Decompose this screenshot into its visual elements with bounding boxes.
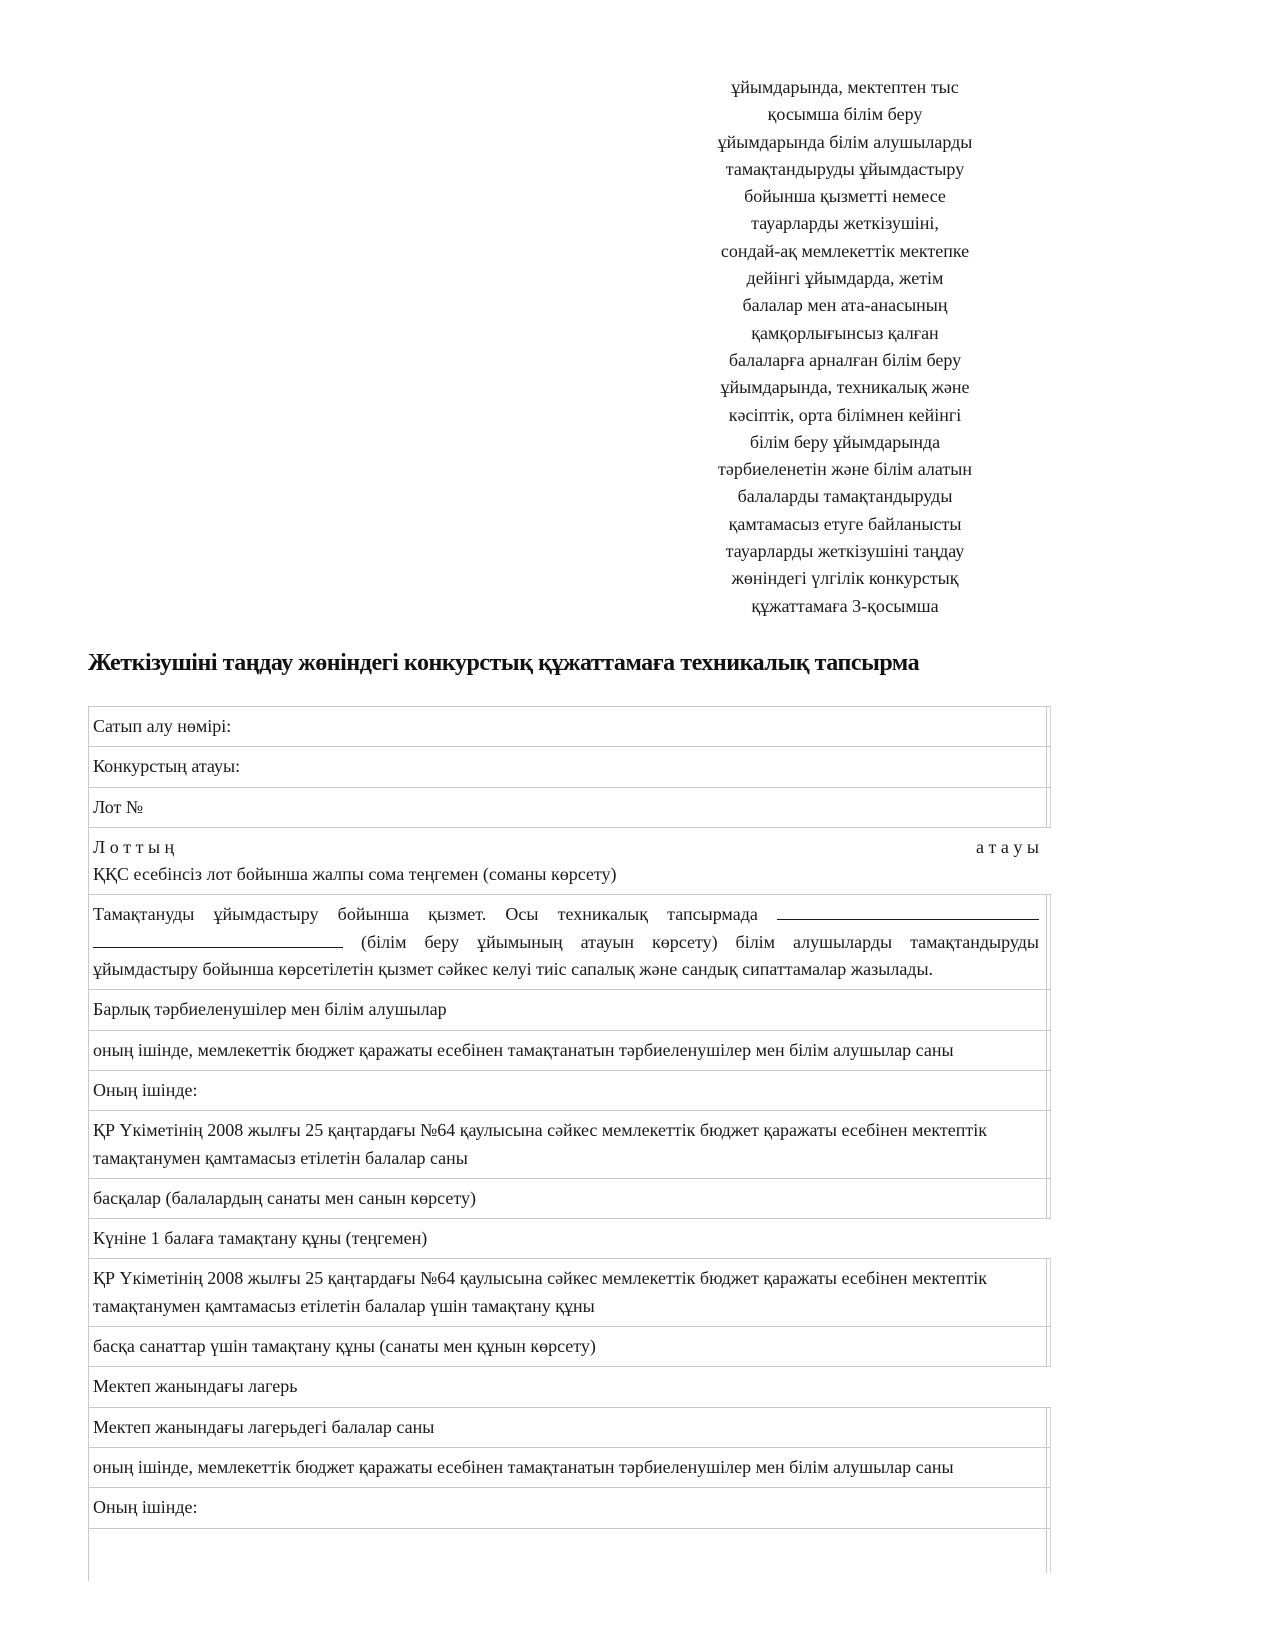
service-intro-text: Тамақтануды ұйымдастыру бойынша қызмет. Осы техникалық тапсырмада: [93, 904, 758, 925]
lot-sum-label: ҚҚС есебінсіз лот бойынша жалпы сома теңгемен (соманы көрсету): [93, 864, 617, 885]
other-categories-cost-label: басқа санаттар үшін тамақтану құны (санаты мен құнын көрсету): [93, 1336, 596, 1357]
lot-name-word: а т а у ы: [976, 836, 1039, 857]
table-row: [89, 828, 1051, 896]
table-row: [89, 788, 1051, 828]
fill-in-blank: [777, 901, 1039, 920]
annex-line: құжаттамаға 3-қосымша: [751, 595, 939, 616]
camp-including-label: Оның ішінде:: [93, 1497, 198, 1518]
table-row: [89, 1408, 1051, 1448]
table-row: [89, 1259, 1051, 1327]
table-row-empty: [89, 1529, 1051, 1573]
contest-name-label: Конкурстың атауы:: [93, 756, 241, 777]
annex-line: кәсіптік, орта білімнен кейінгі: [728, 404, 962, 425]
lot-name-word: Л о т т ы ң: [93, 836, 175, 857]
annex-line: сондай-ақ мемлекеттік мектепке: [720, 240, 970, 261]
service-rest-text: (білім беру ұйымының атауын көрсету) білім алушыларды тамақтандыруды ұйымдастыру бойынша көрсетілетін қызмет сәйкес келуі тиіс сапалық және сандық сипаттамалар жазылады.: [93, 931, 1039, 980]
table-row: [89, 1488, 1051, 1528]
all-students-label: Барлық тәрбиеленушілер мен білім алушылар: [93, 999, 447, 1020]
annex-line: ұйымдарында білім алушыларды: [717, 131, 973, 152]
annex-line: балалар мен ата-анасының: [742, 295, 948, 316]
table-row: [89, 707, 1051, 747]
decree-children-label: ҚР Үкіметінің 2008 жылғы 25 қаңтардағы №64 қаулысына сәйкес мемлекеттік бюджет қаражаты есебінен мектептік тамақтанумен қамтамасыз етілетін балалар саны: [93, 1120, 988, 1168]
table-row: [89, 1448, 1051, 1488]
camp-budget-students-label: оның ішінде, мемлекеттік бюджет қаражаты есебінен тамақтанатын тәрбиеленушілер мен білім алушылар саны: [93, 1456, 954, 1477]
decree-cost-label: ҚР Үкіметінің 2008 жылғы 25 қаңтардағы №64 қаулысына сәйкес мемлекеттік бюджет қаражаты есебінен мектептік тамақтанумен қамтамасыз етілетін балалар үшін тамақтану құны: [93, 1268, 988, 1316]
table-row: [89, 1367, 1051, 1407]
table-row: [89, 1071, 1051, 1111]
including-label: Оның ішінде:: [93, 1079, 198, 1100]
table-row: [89, 747, 1051, 787]
table-row: [89, 895, 1051, 990]
annex-line: жөніндегі үлгілік конкурстық: [731, 568, 959, 589]
others-label: басқалар (балалардың санаты мен санын көрсету): [93, 1187, 477, 1208]
annex-line: балаларды тамақтандыруды: [737, 486, 953, 507]
document-title: Жеткізушіні таңдау жөніндегі конкурстық құжаттамаға техникалық тапсырма: [88, 650, 920, 676]
service-description: [93, 901, 1039, 983]
table-row: [89, 1111, 1051, 1179]
annex-caption: [690, 74, 1000, 620]
annex-line: білім беру ұйымдарында: [749, 431, 941, 452]
lot-number-label: Лот №: [93, 796, 144, 817]
table-row: [89, 1031, 1051, 1071]
annex-line: қамтамасыз етуге байланысты: [728, 513, 962, 534]
table-row: [89, 1219, 1051, 1259]
annex-line: қамқорлығынсыз қалған: [751, 322, 939, 343]
annex-line: қосымша білім беру: [767, 104, 923, 125]
budget-students-label: оның ішінде, мемлекеттік бюджет қаражаты есебінен тамақтанатын тәрбиеленушілер мен білім алушылар саны: [93, 1039, 954, 1060]
annex-line: тамақтандыруды ұйымдастыру: [725, 158, 965, 179]
annex-line: тауарларды жеткізушіні,: [751, 213, 939, 234]
table-row: [89, 1327, 1051, 1367]
annex-line: тәрбиеленетін және білім алатын: [717, 459, 973, 480]
annex-line: ұйымдарында, мектептен тыс: [731, 77, 959, 97]
school-camp-label: Мектеп жанындағы лагерь: [93, 1376, 298, 1397]
table-row: [89, 1179, 1051, 1219]
annex-line: тауарларды жеткізушіні таңдау: [725, 541, 965, 562]
annex-line: балаларға арналған білім беру: [728, 349, 962, 370]
fill-in-blank: [93, 929, 343, 948]
annex-line: бойынша қызметті немесе: [744, 186, 946, 207]
purchase-number-label: Сатып алу нөмірі:: [93, 716, 232, 736]
annex-line: ұйымдарында, техникалық және: [720, 377, 970, 398]
technical-spec-table: [88, 706, 1051, 1581]
table-row: [89, 990, 1051, 1030]
camp-children-label: Мектеп жанындағы лагерьдегі балалар саны: [93, 1416, 435, 1437]
annex-line: дейінгі ұйымдарда, жетім: [746, 268, 944, 289]
lot-name-line: [93, 834, 1039, 861]
daily-cost-label: Күніне 1 балаға тамақтану құны (теңгемен): [93, 1228, 428, 1249]
